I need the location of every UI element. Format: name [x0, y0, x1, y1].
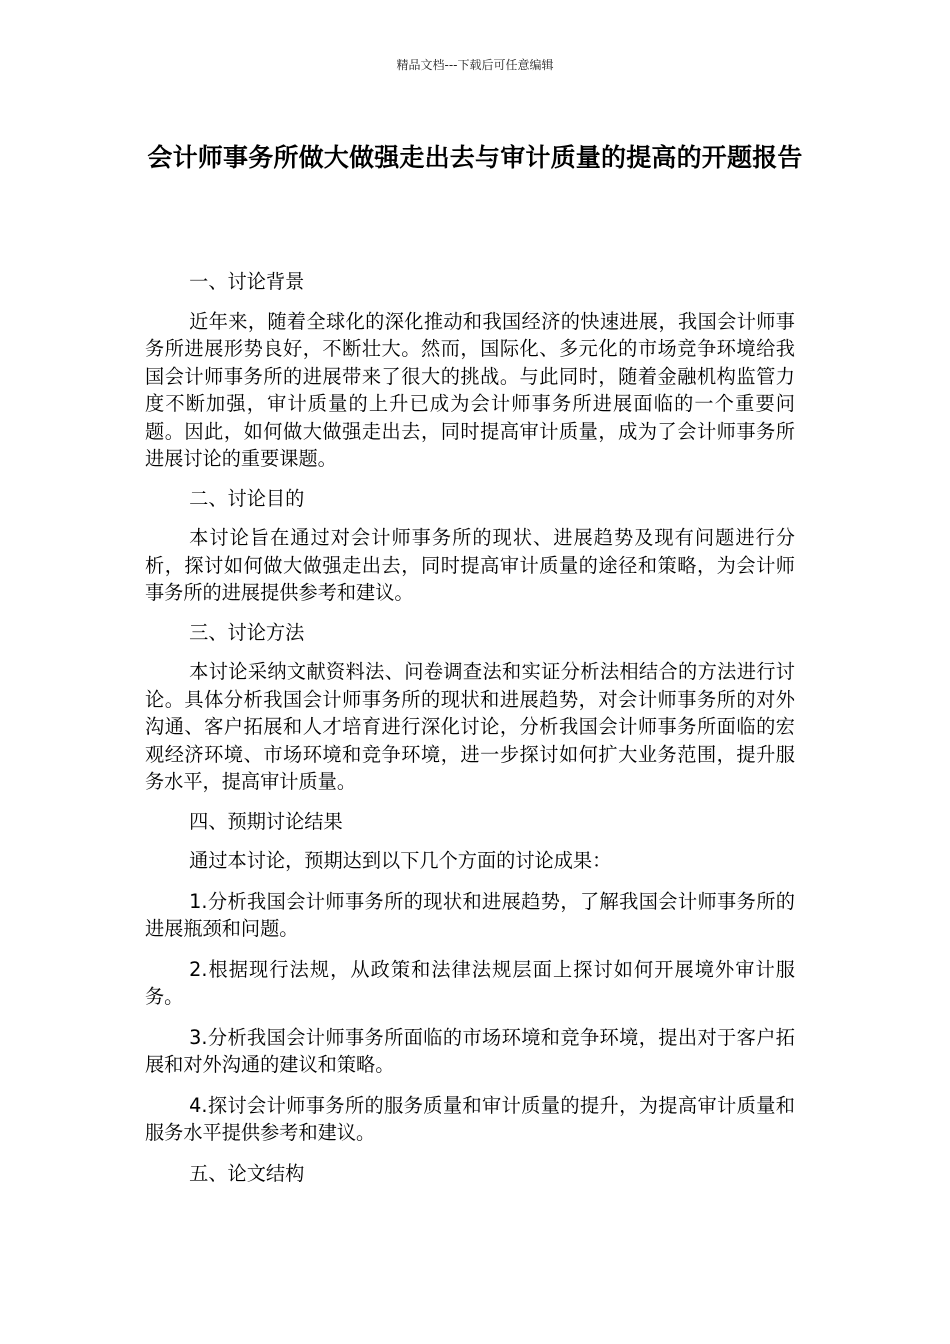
document-title: 会计师事务所做大做强走出去与审计质量的提高的开题报告 — [147, 143, 803, 172]
section-heading-structure: 五、论文结构 — [189, 1161, 305, 1185]
list-item: 1.分析我国会计师事务所的现状和进展趋势，了解我国会计师事务所的进展瓶颈和问题。 — [145, 889, 795, 940]
section-heading-background: 一、讨论背景 — [189, 270, 305, 293]
section-heading-purpose: 二、讨论目的 — [189, 486, 305, 510]
paragraph-purpose: 本讨论旨在通过对会计师事务所的现状、进展趋势及现有问题进行分析，探讨如何做大做强走出去，同时提高审计质量的途径和策略，为会计师事务所的进展提供参考和建议。 — [145, 526, 795, 604]
paragraph-method: 本讨论采纳文献资料法、问卷调查法和实证分析法相结合的方法进行讨论。具体分析我国会计师事务所的现状和进展趋势，对会计师事务所的对外沟通、客户拓展和人才培育进行深化讨论，分析我国会计师事务所面临的宏观经济环境、市场环境和竞争环境，进一步探讨如何扩大业务范围，提升服务水平，提高审计质量。 — [145, 660, 795, 793]
document-body — [145, 268, 795, 1187]
list-item: 3.分析我国会计师事务所面临的市场环境和竞争环境，提出对于客户拓展和对外沟通的建议和策略。 — [145, 1025, 795, 1076]
paragraph-expected-intro: 通过本讨论，预期达到以下几个方面的讨论成果： — [189, 849, 612, 872]
list-item: 2.根据现行法规，从政策和法律法规层面上探讨如何开展境外审计服务。 — [145, 957, 795, 1008]
section-heading-expected-results: 四、预期讨论结果 — [189, 809, 343, 833]
header-note: 精品文档---下载后可任意编辑 — [396, 58, 554, 72]
section-heading-method: 三、讨论方法 — [189, 620, 305, 644]
list-item: 4.探讨会计师事务所的服务质量和审计质量的提升，为提高审计质量和服务水平提供参考和建议。 — [145, 1093, 795, 1144]
paragraph-background: 近年来，随着全球化的深化推动和我国经济的快速进展，我国会计师事务所进展形势良好，不断壮大。然而，国际化、多元化的市场竞争环境给我国会计师事务所的进展带来了很大的挑战。与此同时，随着金融机构监管力度不断加强，审计质量的上升已成为会计师事务所进展面临的一个重要问题。因此，如何做大做强走出去，同时提高审计质量，成为了会计师事务所进展讨论的重要课题。 — [145, 309, 795, 470]
